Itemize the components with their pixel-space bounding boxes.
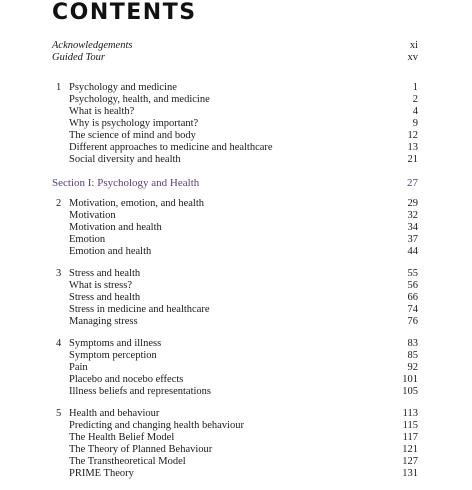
toc-entry[interactable] [52, 210, 418, 222]
entry-page: 131 [402, 468, 418, 479]
chapter-number: 5 [56, 408, 62, 419]
chapter-title: Symptoms and illness [69, 338, 162, 349]
entry-page: 115 [402, 420, 418, 431]
entry-page: 13 [407, 142, 418, 153]
section-title: Section I: Psychology and Health [52, 177, 200, 189]
entry-page: 101 [402, 374, 418, 385]
toc-entry[interactable] [52, 280, 418, 292]
entry-label: What is stress? [69, 280, 132, 291]
toc-entry[interactable] [52, 118, 418, 130]
toc-entry[interactable] [52, 468, 418, 480]
toc-entry[interactable] [52, 350, 418, 362]
toc-entry[interactable] [52, 130, 418, 142]
toc-entry[interactable] [52, 362, 418, 374]
front-matter-page: xi [409, 40, 418, 51]
entry-label: Why is psychology important? [69, 118, 199, 129]
entry-page: 9 [412, 118, 418, 129]
entry-page: 44 [407, 246, 418, 257]
toc-entry[interactable] [52, 234, 418, 246]
entry-label: Emotion and health [69, 246, 152, 257]
entry-page: 85 [407, 350, 418, 361]
chapter-heading[interactable] [52, 408, 418, 420]
section-heading[interactable] [52, 176, 418, 190]
chapter-5 [52, 408, 418, 480]
entry-page: 32 [407, 210, 418, 221]
chapter-heading[interactable] [52, 268, 418, 280]
chapter-number: 4 [56, 338, 62, 349]
toc-entry[interactable] [52, 374, 418, 386]
entry-page: 117 [402, 432, 418, 443]
entry-label: The Theory of Planned Behaviour [69, 444, 213, 455]
section-page: 27 [407, 177, 418, 189]
chapter-title: Health and behaviour [69, 408, 160, 419]
chapter-2 [52, 198, 418, 258]
chapter-page: 1 [412, 82, 418, 93]
table-of-contents [52, 82, 418, 490]
chapter-page: 83 [407, 338, 418, 349]
chapter-title: Psychology and medicine [69, 82, 177, 93]
entry-page: 105 [402, 386, 418, 397]
entry-label: Managing stress [69, 316, 138, 327]
entry-label: Emotion [69, 234, 106, 245]
entry-page: 76 [407, 316, 418, 327]
entry-label: The Transtheoretical Model [69, 456, 186, 467]
front-matter-item[interactable] [52, 40, 418, 52]
toc-entry[interactable] [52, 154, 418, 166]
chapter-number: 2 [56, 198, 62, 209]
toc-entry[interactable] [52, 292, 418, 304]
entry-page: 92 [407, 362, 418, 373]
toc-entry[interactable] [52, 432, 418, 444]
front-matter-item[interactable] [52, 52, 418, 64]
toc-entry[interactable] [52, 94, 418, 106]
entry-page: 74 [407, 304, 418, 315]
toc-entry[interactable] [52, 304, 418, 316]
entry-label: Stress and health [69, 292, 141, 303]
chapter-number: 3 [56, 268, 62, 279]
entry-label: Motivation [69, 210, 116, 221]
entry-label: PRIME Theory [69, 468, 134, 479]
entry-label: Predicting and changing health behaviour [69, 420, 244, 431]
toc-entry[interactable] [52, 444, 418, 456]
entry-label: Pain [69, 362, 88, 373]
entry-label: Motivation and health [69, 222, 162, 233]
entry-page: 12 [407, 130, 418, 141]
entry-page: 127 [402, 456, 418, 467]
front-matter-page: xv [407, 52, 418, 63]
chapter-page: 55 [407, 268, 418, 279]
front-matter-label: Acknowledgements [52, 40, 133, 51]
toc-entry[interactable] [52, 142, 418, 154]
toc-entry[interactable] [52, 222, 418, 234]
page-title: CONTENTS [52, 0, 197, 25]
chapter-title: Stress and health [69, 268, 141, 279]
entry-label: What is health? [69, 106, 135, 117]
chapter-page: 113 [402, 408, 418, 419]
chapter-page: 29 [407, 198, 418, 209]
entry-label: Different approaches to medicine and healthcare [69, 142, 273, 153]
toc-entry[interactable] [52, 106, 418, 118]
entry-page: 66 [407, 292, 418, 303]
entry-label: Stress in medicine and healthcare [69, 304, 210, 315]
entry-page: 21 [407, 154, 418, 165]
entry-label: The science of mind and body [69, 130, 196, 141]
chapter-number: 1 [56, 82, 62, 93]
entry-label: The Health Belief Model [69, 432, 175, 443]
entry-label: Placebo and nocebo effects [69, 374, 184, 385]
entry-page: 37 [407, 234, 418, 245]
chapter-1 [52, 82, 418, 166]
entry-page: 34 [407, 222, 418, 233]
entry-label: Psychology, health, and medicine [69, 94, 210, 105]
chapter-heading[interactable] [52, 198, 418, 210]
chapter-heading[interactable] [52, 338, 418, 350]
toc-entry[interactable] [52, 316, 418, 328]
entry-page: 56 [407, 280, 418, 291]
entry-label: Symptom perception [69, 350, 157, 361]
toc-entry[interactable] [52, 246, 418, 258]
entry-page: 121 [402, 444, 418, 455]
chapter-4 [52, 338, 418, 398]
entry-label: Illness beliefs and representations [69, 386, 211, 397]
entry-label: Social diversity and health [69, 154, 181, 165]
entry-page: 4 [412, 106, 418, 117]
entry-page: 2 [412, 94, 418, 105]
front-matter [52, 40, 418, 64]
toc-entry[interactable] [52, 420, 418, 432]
chapter-3 [52, 268, 418, 328]
toc-entry[interactable] [52, 456, 418, 468]
toc-entry[interactable] [52, 386, 418, 398]
chapter-title: Motivation, emotion, and health [69, 198, 205, 209]
front-matter-label: Guided Tour [52, 52, 105, 63]
chapter-heading[interactable] [52, 82, 418, 94]
